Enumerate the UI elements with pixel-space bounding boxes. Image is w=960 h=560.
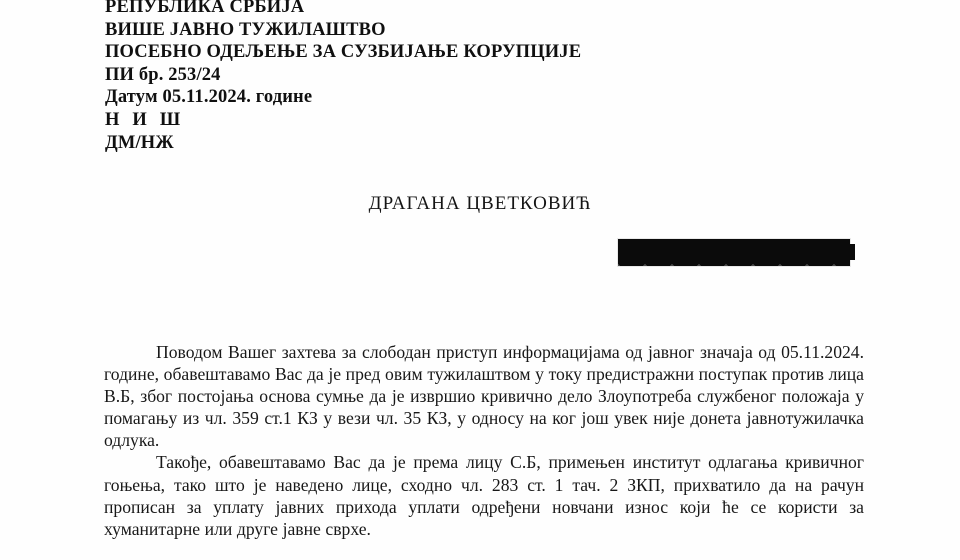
letterhead-city: Н И Ш xyxy=(105,109,185,130)
letterhead-case-number: ПИ бр. 253/24 xyxy=(105,64,221,85)
body-text xyxy=(104,341,864,540)
redaction-bar xyxy=(618,239,850,266)
letterhead-date: Датум 05.11.2024. године xyxy=(105,87,313,108)
body-paragraph-2: Такође, обавештавамо Вас да је према лицу С.Б, примењен институт одлагања кривичног гоњења, тако што је наведено лице, сходно чл. 283 ст. 1 тач. 2 ЗКП, прихватило да на рачун прописан за уплату јавних прихода уплати одређени новчани износ који ће се користи за хуманитарне или друге јавне сврхе. xyxy=(104,452,864,539)
letterhead-block xyxy=(105,0,805,154)
letterhead-line-office: ВИШЕ ЈАВНО ТУЖИЛАШТВО xyxy=(105,19,386,40)
body-paragraph-1: Поводом Вашег захтева за слободан приступ информацијама од јавног значаја од 05.11.2024. године, обавештавамо Вас да је пред овим тужилаштвом у току предистражни поступак против лица В.Б, због постојања основа сумње да је извршио кривично дело Злоупотреба службеног положаја у помагању из чл. 359 ст.1 КЗ у вези чл. 35 КЗ, у односу на ког још увек није донета јавнотужилачка одлука. xyxy=(104,342,864,451)
letterhead-line-republic: РЕПУБЛИКА СРБИЈА xyxy=(105,0,305,17)
addressee-name: ДРАГАНА ЦВЕТКОВИЋ xyxy=(368,193,592,214)
letterhead-line-department: ПОСЕБНО ОДЕЉЕЊЕ ЗА СУЗБИЈАЊЕ КОРУПЦИЈЕ xyxy=(105,42,582,63)
letterhead-initials: ДМ/НЖ xyxy=(105,132,174,153)
